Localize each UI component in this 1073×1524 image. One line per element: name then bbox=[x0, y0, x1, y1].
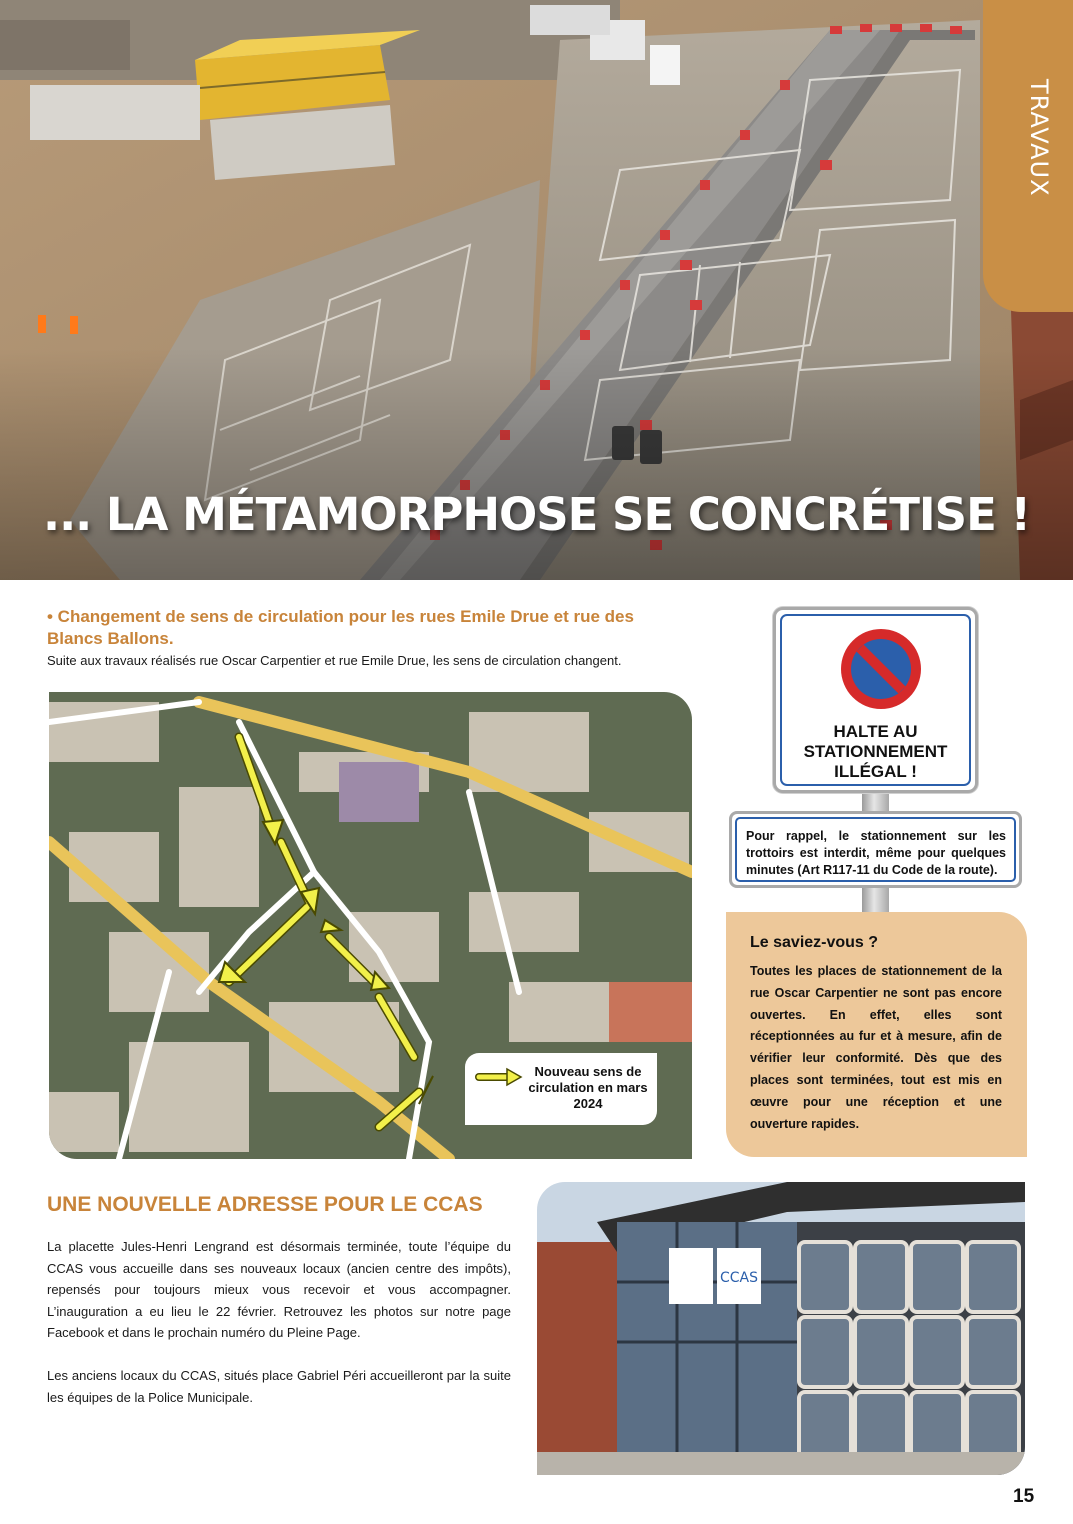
section-tab-label: TRAVAUX bbox=[1025, 79, 1053, 197]
ccas-body bbox=[47, 1236, 511, 1408]
ccas-logo-text: CCAS bbox=[719, 1270, 759, 1286]
ccas-building-photo bbox=[537, 1182, 1025, 1475]
saviez-vous-box bbox=[726, 912, 1027, 1157]
hero-photo bbox=[0, 0, 1073, 580]
hero-title: ... LA MÉTAMORPHOSE SE CONCRÉTISE ! bbox=[42, 488, 1030, 541]
rappel-box bbox=[729, 811, 1022, 888]
sign-text: HALTE AU STATIONNEMENT ILLÉGAL ! bbox=[803, 722, 948, 781]
section-tab bbox=[983, 0, 1073, 312]
no-parking-icon bbox=[838, 626, 924, 712]
rappel-text: Pour rappel, le stationnement sur les trottoirs est interdit, même pour quelques minutes (Art R117-11 du Code de la route). bbox=[735, 817, 1016, 882]
saviez-vous-title: Le saviez-vous ? bbox=[750, 934, 879, 951]
ccas-heading: UNE NOUVELLE ADRESSE POUR LE CCAS bbox=[47, 1193, 483, 1216]
ccas-paragraph: Les anciens locaux du CCAS, situés place Gabriel Péri accueilleront par la suite les équipes de la Police Municipale. bbox=[47, 1368, 511, 1405]
circulation-subhead: • Changement de sens de circulation pour les rues Emile Drue et rue des Blancs Ballons. bbox=[47, 607, 634, 648]
yellow-arrow-icon bbox=[475, 1067, 523, 1087]
no-parking-sign bbox=[773, 607, 978, 793]
saviez-vous-body: Toutes les places de stationnement de la rue Oscar Carpentier ne sont pas encore ouvertes. En effet, elles sont réceptionnées au fur et à mesure, afin de vérifier leur conformité. Dès que des places sont terminées, tout est mis en œuvre pour une réception et une ouverture rapides. bbox=[750, 964, 1002, 1131]
ccas-building-illustration bbox=[537, 1182, 1025, 1475]
page-number: 15 bbox=[1013, 1486, 1035, 1507]
circulation-intro: Suite aux travaux réalisés rue Oscar Carpentier et rue Emile Drue, les sens de circulation changent. bbox=[47, 653, 622, 668]
ccas-paragraph: La placette Jules-Henri Lengrand est désormais terminée, toute l’équipe du CCAS vous accueille dans ses nouveaux locaux (ancien centre des impôts), repensés pour toujours mieux vous recevoir et vous accompagner. L’inauguration a eu lieu le 22 février. Retrouvez les photos sur notre page Facebook et dans le prochain numéro du Pleine Page. bbox=[47, 1239, 511, 1340]
map-legend bbox=[465, 1053, 657, 1125]
map-legend-text: Nouveau sens de circulation en mars 2024 bbox=[528, 1064, 648, 1111]
traffic-map bbox=[49, 692, 692, 1159]
